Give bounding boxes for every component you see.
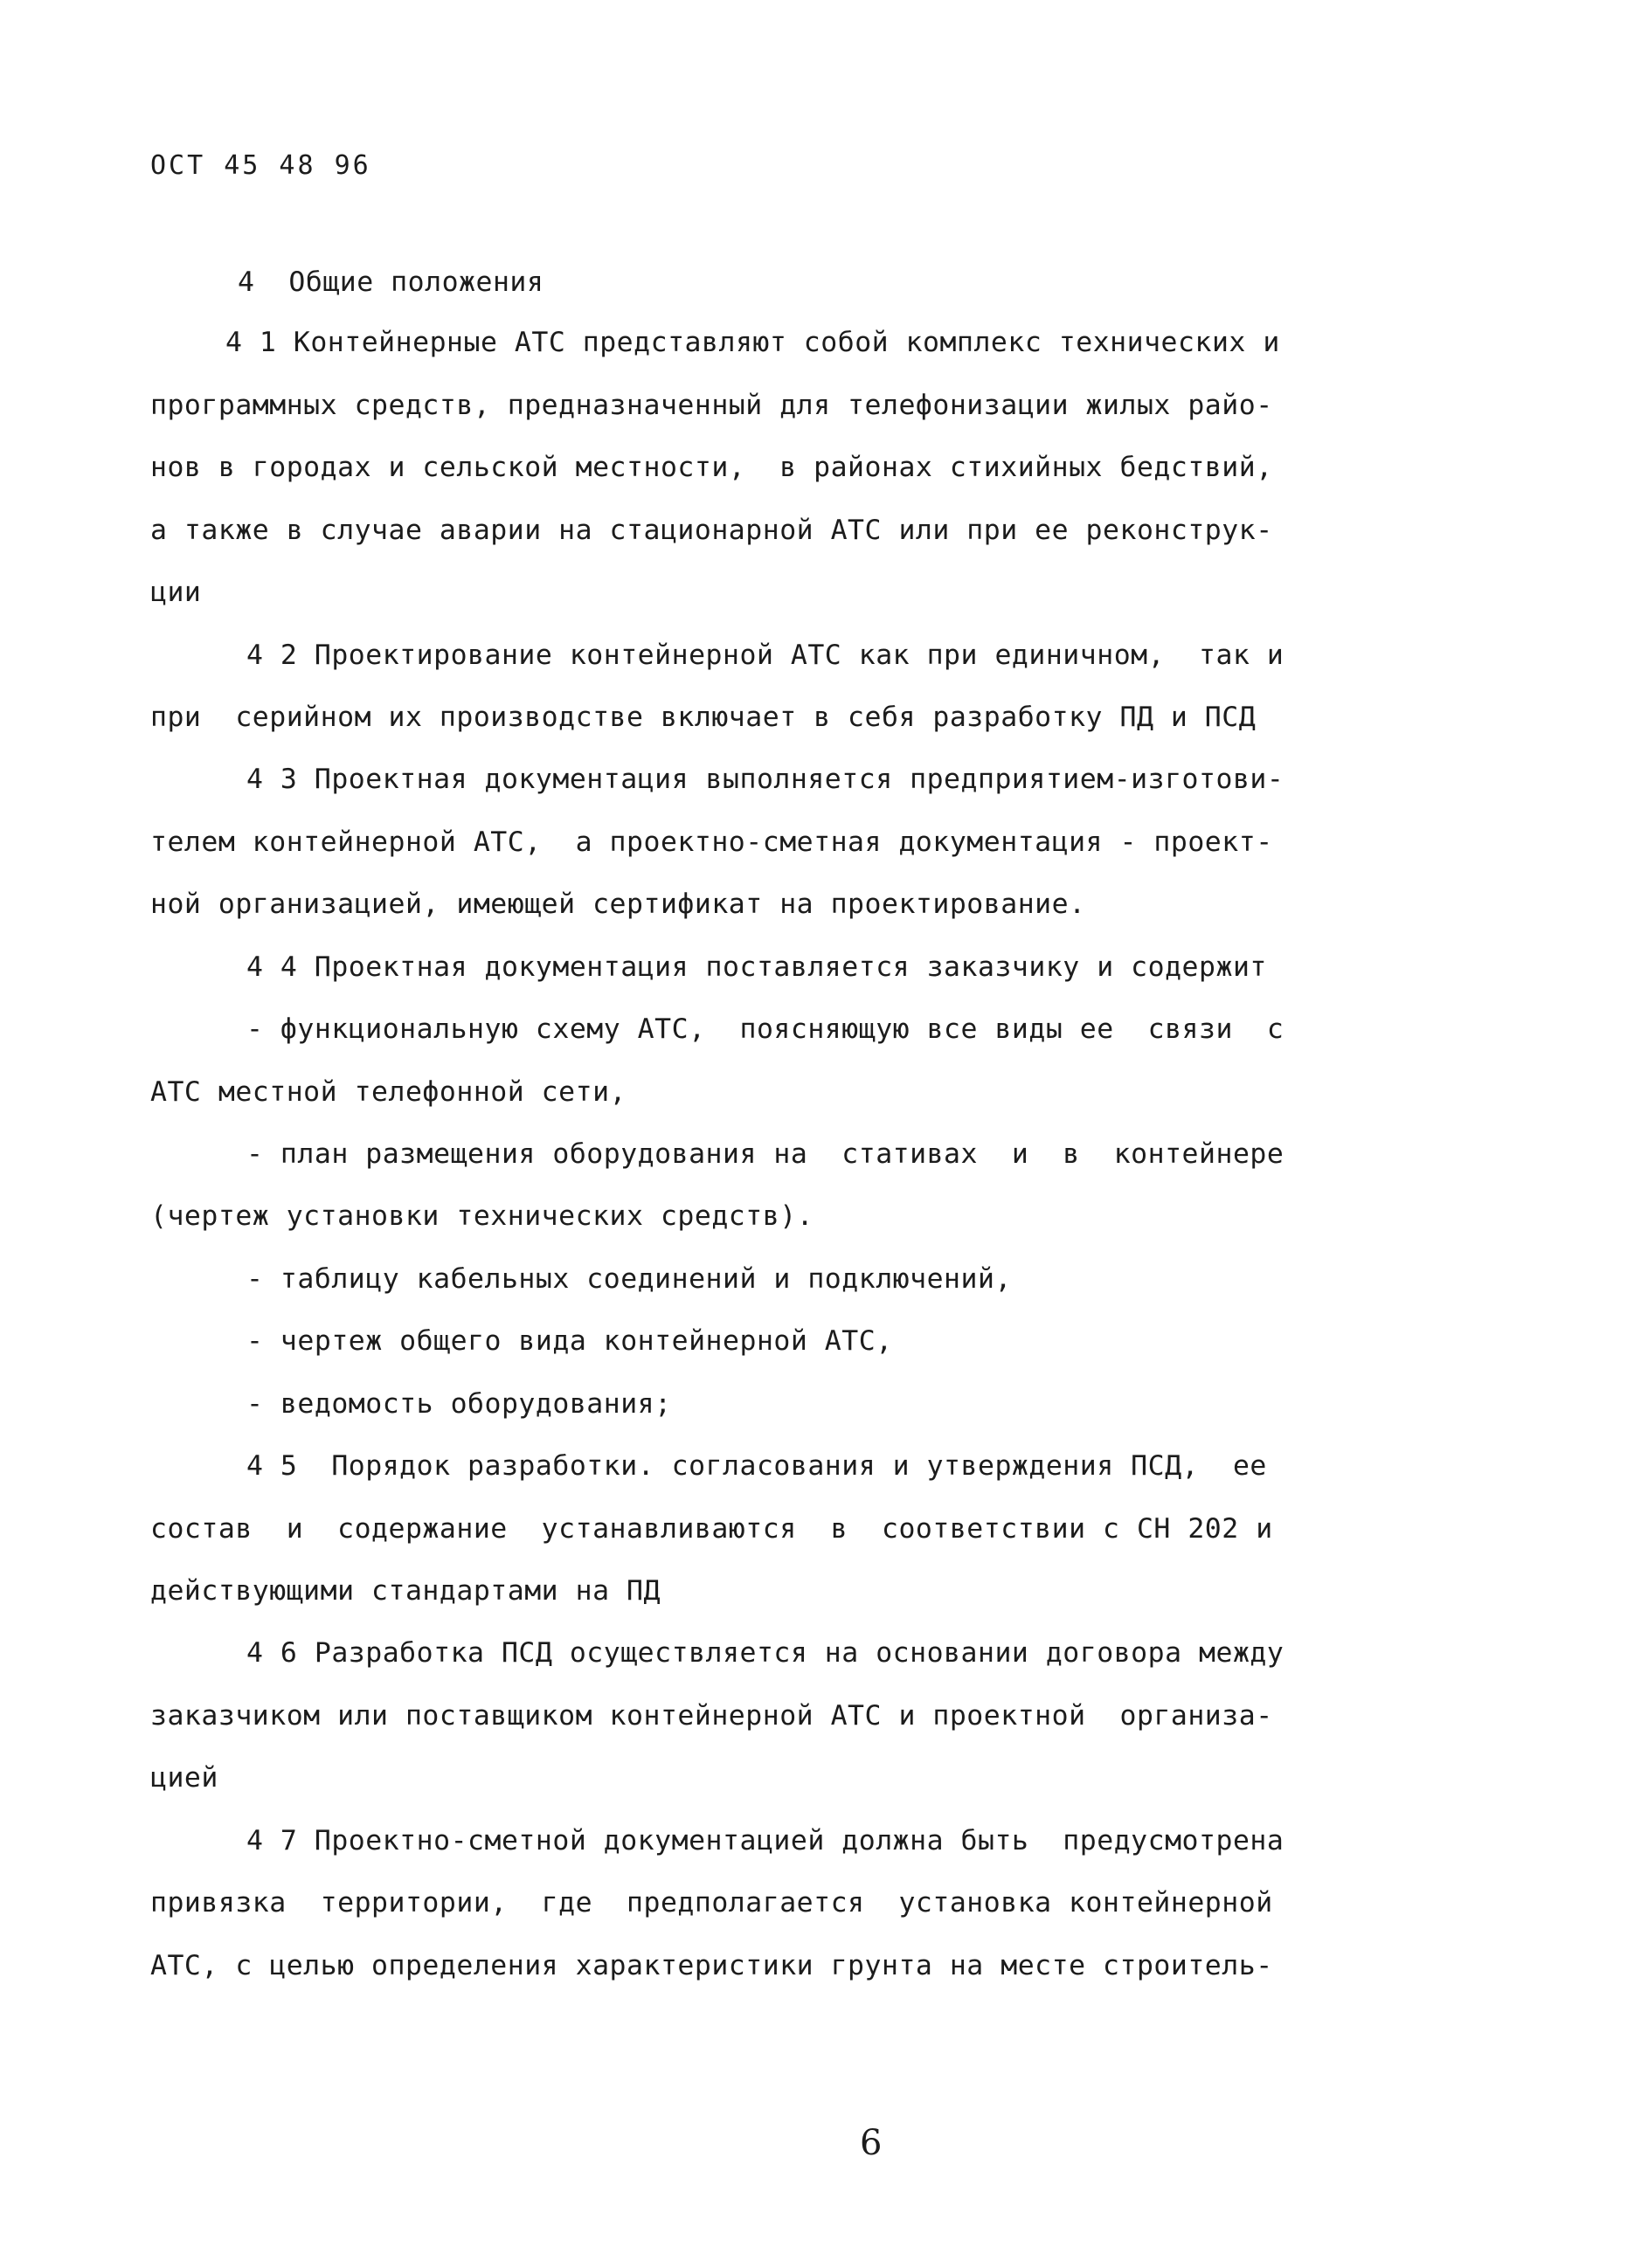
text-line: заказчиком или поставщиком контейнерной АТС и проектной организа- <box>150 1700 1273 1732</box>
text-line: 4 1 Контейнерные АТС представляют собой комплекс технических и <box>225 327 1280 358</box>
text-line: 4 2 Проектирование контейнерной АТС как при единичном, так и <box>246 640 1284 671</box>
list-item: - чертеж общего вида контейнерной АТС, <box>246 1325 893 1357</box>
text-line: АТС местной телефонной сети, <box>150 1076 627 1108</box>
list-item: - таблицу кабельных соединений и подключений, <box>246 1263 1012 1295</box>
list-item: - функциональную схему АТС, поясняющую все виды ее связи с <box>246 1013 1284 1045</box>
text-line: нов в городах и сельской местности, в районах стихийных бедствий, <box>150 452 1273 483</box>
text-line: привязка территории, где предполагается установка контейнерной <box>150 1887 1273 1919</box>
text-line: 4 7 Проектно-сметной документацией должна быть предусмотрена <box>246 1825 1284 1857</box>
document-code-header: ОСТ 45 48 96 <box>150 150 371 181</box>
text-line: ной организацией, имеющей сертификат на проектирование. <box>150 889 1086 920</box>
text-line: телем контейнерной АТС, а проектно-сметная документация - проект- <box>150 826 1273 858</box>
text-line: 4 4 Проектная документация поставляется заказчику и содержит <box>246 951 1267 983</box>
text-line: цией <box>150 1762 218 1794</box>
text-line: (чертеж установки технических средств). <box>150 1200 814 1232</box>
text-line: ции <box>150 577 202 608</box>
page-number: 6 <box>860 2123 883 2163</box>
text-line: АТС, с целью определения характеристики грунта на месте строитель- <box>150 1950 1273 1981</box>
list-item: - ведомость оборудования; <box>246 1388 672 1420</box>
text-line: состав и содержание устанавливаются в соответствии с СН 202 и <box>150 1513 1273 1545</box>
list-item: - план размещения оборудования на стативах и в контейнере <box>246 1138 1284 1170</box>
section-title: 4 Общие положения <box>238 266 544 298</box>
text-line: 4 6 Разработка ПСД осуществляется на основании договора между <box>246 1637 1284 1669</box>
text-line: а также в случае аварии на стационарной АТС или при ее реконструк- <box>150 515 1273 546</box>
text-line: действующими стандартами на ПД <box>150 1575 661 1607</box>
text-line: 4 3 Проектная документация выполняется предприятием-изготови- <box>246 764 1284 795</box>
text-line: программных средств, предназначенный для телефонизации жилых райо- <box>150 390 1273 421</box>
text-line: 4 5 Порядок разработки. согласования и утверждения ПСД, ее <box>246 1450 1267 1482</box>
text-line: при серийном их производстве включает в себя разработку ПД и ПСД <box>150 702 1257 733</box>
